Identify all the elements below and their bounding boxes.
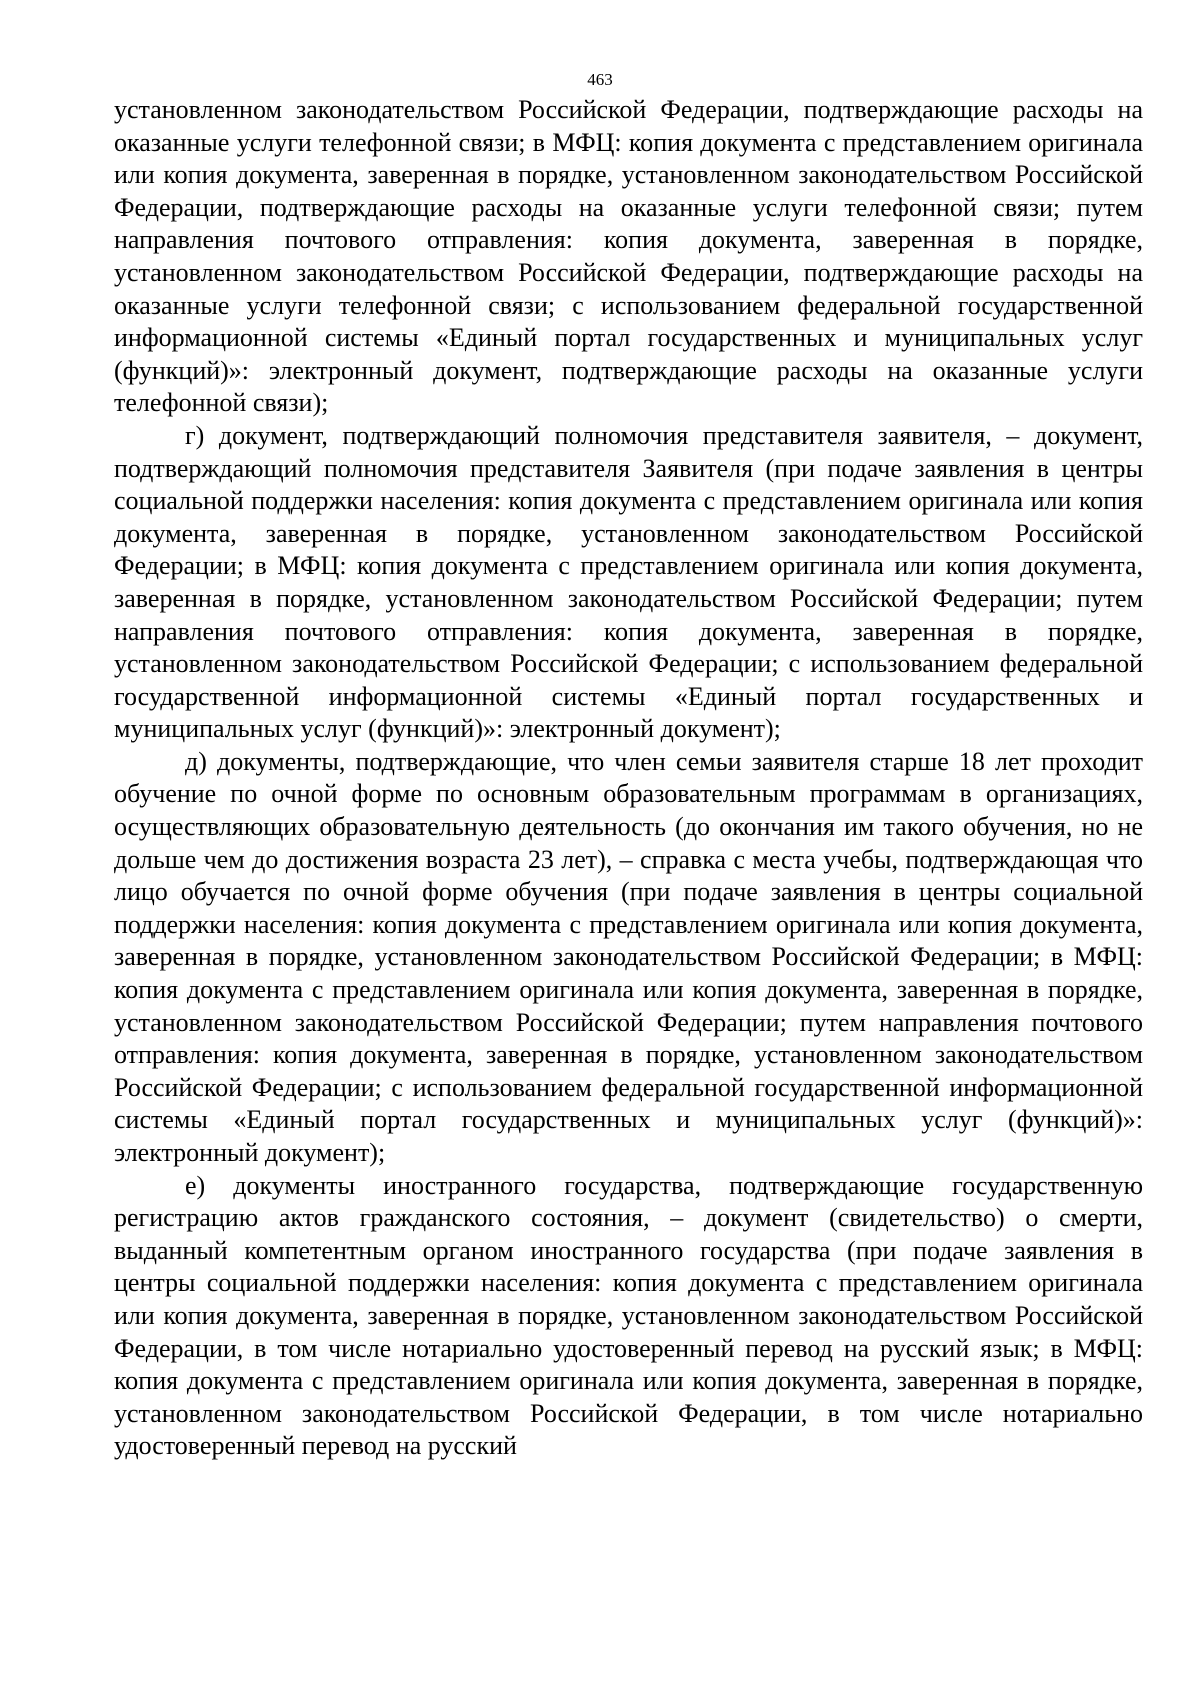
paragraph-item-d: д) документы, подтверждающие, что член семьи заявителя старше 18 лет проходит обучение по очной форме по основным образовательным программам в организациях, осуществляющих образовательную деятельность (до окончания им такого обучения, но не дольше чем до достижения возраста 23 лет), – справка с места учебы, подтверждающая что лицо обучается по очной форме обучения (при подаче заявления в центры социальной поддержки населения: копия документа с представлением оригинала или копия документа, заверенная в порядке, установленном законодательством Российской Федерации; в МФЦ: копия документа с представлением оригинала или копия документа, заверенная в порядке, установленном законодательством Российской Федерации; путем направления почтового отправления: копия документа, заверенная в порядке, установленном законодательством Российской Федерации; с использованием федеральной государственной информационной системы «Единый портал государственных и муниципальных услуг (функций)»: электронный документ);	[114, 746, 1143, 1167]
document-body	[114, 94, 1143, 1463]
paragraph-continuation: установленном законодательством Российской Федерации, подтверждающие расходы на оказанные услуги телефонной связи; в МФЦ: копия документа с представлением оригинала или копия документа, заверенная в порядке, установленном законодательством Российской Федерации, подтверждающие расходы на оказанные услуги телефонной связи; путем направления почтового отправления: копия документа, заверенная в порядке, установленном законодательством Российской Федерации, подтверждающие расходы на оказанные услуги телефонной связи; с использованием федеральной государственной информационной системы «Единый портал государственных и муниципальных услуг (функций)»: электронный документ, подтверждающие расходы на оказанные услуги телефонной связи);	[114, 95, 1143, 418]
paragraph-item-g: г) документ, подтверждающий полномочия представителя заявителя, – документ, подтверждающий полномочия представителя Заявителя (при подаче заявления в центры социальной поддержки населения: копия документа с представлением оригинала или копия документа, заверенная в порядке, установленном законодательством Российской Федерации; в МФЦ: копия документа с представлением оригинала или копия документа, заверенная в порядке, установленном законодательством Российской Федерации; путем направления почтового отправления: копия документа, заверенная в порядке, установленном законодательством Российской Федерации; с использованием федеральной государственной информационной системы «Единый портал государственных и муниципальных услуг (функций)»: электронный документ);	[114, 420, 1143, 744]
paragraph-item-e: е) документы иностранного государства, подтверждающие государственную регистрацию актов гражданского состояния, – документ (свидетельство) о смерти, выданный компетентным органом иностранного государства (при подаче заявления в центры социальной поддержки населения: копия документа с представлением оригинала или копия документа, заверенная в порядке, установленном законодательством Российской Федерации, в том числе нотариально удостоверенный перевод на русский язык; в МФЦ: копия документа с представлением оригинала или копия документа, заверенная в порядке, установленном законодательством Российской Федерации, в том числе нотариально удостоверенный перевод на русский	[114, 1170, 1143, 1461]
page-number: 463	[587, 70, 613, 89]
